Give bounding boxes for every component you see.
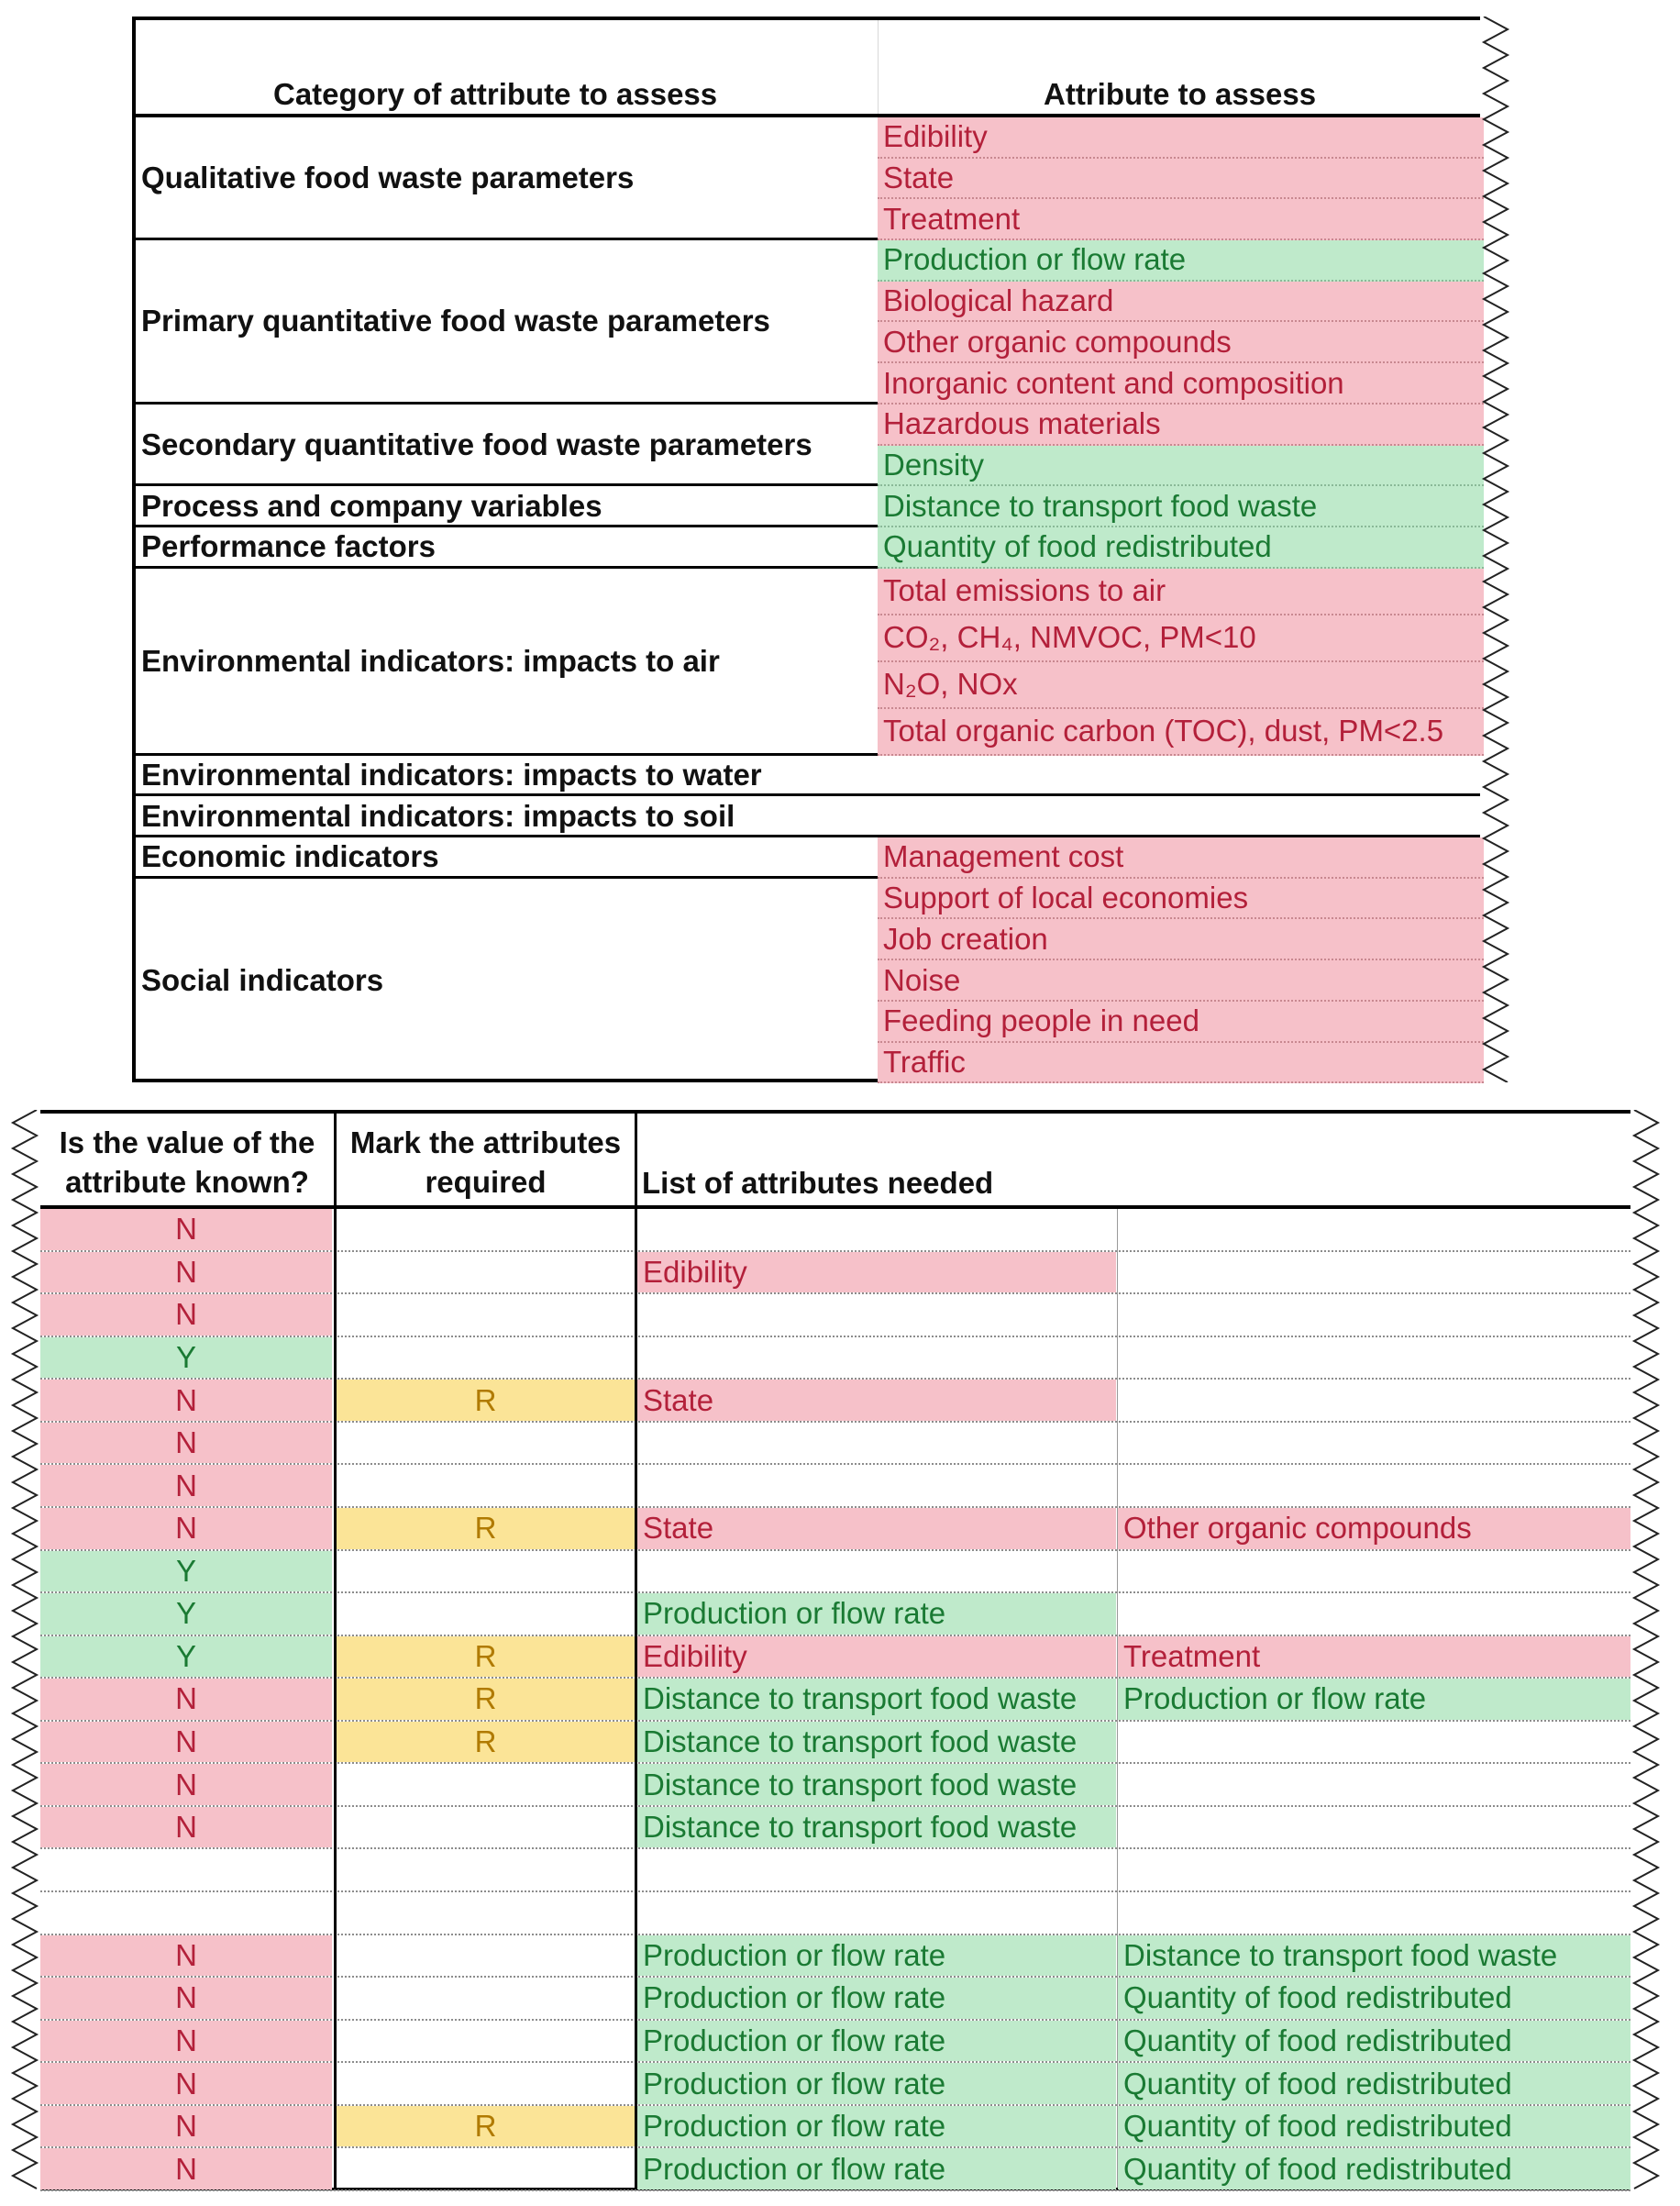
category-block: [136, 117, 1480, 240]
required-cell: R: [337, 1508, 635, 1549]
needed-attribute-cell: [637, 1849, 1116, 1890]
required-cell: R: [337, 1679, 635, 1720]
attribute-cell: Hazardous materials: [878, 405, 1484, 446]
category-block: [136, 879, 1480, 1084]
table-row: [40, 1380, 1630, 1423]
required-cell: [337, 1465, 635, 1506]
known-cell: N: [40, 2021, 332, 2062]
needed-attribute-cell: [1118, 1380, 1630, 1421]
category-label: Primary quantitative food waste parameters: [141, 304, 770, 338]
attribute-cell: Feeding people in need: [878, 1002, 1484, 1043]
category-block: [136, 569, 1480, 756]
required-cell: [337, 1551, 635, 1592]
category-label: Social indicators: [141, 962, 384, 997]
attribute-column-header: Attribute to assess: [1044, 77, 1317, 111]
table-row: [40, 1849, 1630, 1892]
known-cell: Y: [40, 1593, 332, 1635]
known-cell: N: [40, 2106, 332, 2147]
required-cell: [337, 1337, 635, 1379]
attribute-cell: Job creation: [878, 919, 1484, 960]
required-cell: [337, 1209, 635, 1250]
attribute-cell: Production or flow rate: [878, 240, 1484, 282]
known-column-header: [40, 1123, 334, 1202]
table-row: [40, 2063, 1630, 2106]
attribute-cell: Distance to transport food waste: [878, 486, 1484, 527]
known-cell: N: [40, 2063, 332, 2104]
needed-attribute-cell: Production or flow rate: [637, 2148, 1116, 2189]
known-cell: [40, 1849, 332, 1890]
required-cell: [337, 1294, 635, 1336]
required-column-header: [337, 1123, 635, 1202]
known-cell: Y: [40, 1337, 332, 1379]
needed-attribute-cell: [1118, 1209, 1630, 1250]
known-cell: N: [40, 2148, 332, 2189]
required-cell: [337, 1892, 635, 1934]
needed-attribute-cell: Production or flow rate: [637, 2021, 1116, 2062]
needed-attribute-cell: [637, 1551, 1116, 1592]
needed-attribute-cell: [1118, 1337, 1630, 1379]
needed-attribute-cell: [1118, 1423, 1630, 1464]
attribute-cell: Inorganic content and composition: [878, 363, 1484, 405]
attribute-assessment-table: [40, 1110, 1630, 2190]
needed-attribute-cell: Distance to transport food waste: [637, 1807, 1116, 1848]
needed-attribute-cell: [1118, 1892, 1630, 1934]
known-cell: N: [40, 1764, 332, 1805]
category-block: [136, 837, 1480, 879]
table-row: [40, 1679, 1630, 1722]
table-row: [40, 1294, 1630, 1337]
required-header-line2: required: [425, 1165, 547, 1199]
known-cell: N: [40, 1209, 332, 1250]
table-row: [40, 1636, 1630, 1679]
table-row: [40, 1508, 1630, 1551]
needed-column-header: List of attributes needed: [642, 1166, 994, 1200]
needed-attribute-cell: Quantity of food redistributed: [1118, 2106, 1630, 2147]
known-cell: [40, 1892, 332, 1934]
attribute-cell: Edibility: [878, 117, 1484, 159]
needed-attribute-cell: Production or flow rate: [637, 1935, 1116, 1977]
needed-attribute-cell: [637, 1423, 1116, 1464]
needed-attribute-cell: [637, 1337, 1116, 1379]
category-block: [136, 486, 1480, 527]
needed-attribute-cell: [637, 1892, 1116, 1934]
table-row: [40, 1423, 1630, 1466]
required-cell: [337, 1978, 635, 2019]
needed-attribute-cell: Distance to transport food waste: [637, 1764, 1116, 1805]
attribute-cell: Support of local economies: [878, 879, 1484, 920]
attribute-cell: Quantity of food redistributed: [878, 527, 1484, 569]
needed-attribute-cell: Other organic compounds: [1118, 1508, 1630, 1549]
needed-attribute-cell: Production or flow rate: [637, 1593, 1116, 1635]
needed-attribute-cell: Production or flow rate: [637, 2106, 1116, 2147]
needed-attribute-cell: [1118, 1849, 1630, 1890]
needed-attribute-cell: Treatment: [1118, 1636, 1630, 1678]
needed-attribute-cell: Quantity of food redistributed: [1118, 1978, 1630, 2019]
header-separator: [878, 20, 879, 114]
needed-attribute-cell: Distance to transport food waste: [637, 1722, 1116, 1763]
required-cell: R: [337, 1722, 635, 1763]
known-cell: N: [40, 1978, 332, 2019]
known-cell: N: [40, 1294, 332, 1336]
required-cell: [337, 2148, 635, 2189]
torn-edge-right: [1480, 17, 1513, 1082]
needed-attribute-cell: [1118, 1593, 1630, 1635]
category-column-header: Category of attribute to assess: [273, 77, 718, 111]
attribute-cell: Traffic: [878, 1043, 1484, 1084]
known-cell: N: [40, 1807, 332, 1848]
required-cell: [337, 2021, 635, 2062]
table-row: [40, 1209, 1630, 1252]
category-block: [136, 527, 1480, 569]
needed-attribute-cell: [1118, 1722, 1630, 1763]
required-cell: [337, 1807, 635, 1848]
table-row: [40, 1252, 1630, 1295]
required-cell: [337, 1764, 635, 1805]
table-row: [40, 1807, 1630, 1850]
known-cell: N: [40, 1423, 332, 1464]
required-cell: R: [337, 1380, 635, 1421]
needed-attribute-cell: [1118, 1551, 1630, 1592]
category-label: Environmental indicators: impacts to soil: [141, 798, 735, 833]
required-cell: [337, 1935, 635, 1977]
attribute-cell: Density: [878, 446, 1484, 487]
attribute-cell: State: [878, 159, 1484, 200]
needed-attribute-cell: Distance to transport food waste: [1118, 1935, 1630, 1977]
needed-attribute-cell: State: [637, 1508, 1116, 1549]
needed-attribute-cell: Production or flow rate: [637, 2063, 1116, 2104]
category-label: Process and company variables: [141, 488, 602, 523]
attribute-cell: CO₂, CH₄, NMVOC, PM<10: [878, 615, 1484, 662]
required-cell: [337, 1423, 635, 1464]
needed-attribute-cell: [1118, 1465, 1630, 1506]
category-label: Economic indicators: [141, 839, 439, 874]
table-row: [40, 1935, 1630, 1979]
table-row: [40, 1722, 1630, 1765]
category-block: [136, 405, 1480, 486]
needed-attribute-cell: State: [637, 1380, 1116, 1421]
category-block: [136, 796, 1480, 837]
needed-attribute-cell: Production or flow rate: [1118, 1679, 1630, 1720]
needed-attribute-cell: [637, 1465, 1116, 1506]
table-row: [40, 1551, 1630, 1594]
table-row: [40, 1465, 1630, 1508]
known-cell: N: [40, 1722, 332, 1763]
torn-edge-right: [1630, 1110, 1663, 2190]
table-row: [40, 2106, 1630, 2149]
attribute-cell: Total organic carbon (TOC), dust, PM<2.5: [878, 709, 1484, 756]
known-cell: N: [40, 1465, 332, 1506]
category-block: [136, 240, 1480, 405]
category-label: Environmental indicators: impacts to water: [141, 758, 762, 793]
known-cell: N: [40, 1679, 332, 1720]
category-label: Environmental indicators: impacts to air: [141, 643, 720, 678]
required-cell: [337, 1593, 635, 1635]
needed-attribute-cell: Distance to transport food waste: [637, 1679, 1116, 1720]
known-cell: N: [40, 1380, 332, 1421]
needed-attribute-cell: [1118, 1252, 1630, 1293]
table-row: [40, 1764, 1630, 1807]
needed-attribute-cell: [637, 1294, 1116, 1336]
table-row: [40, 1978, 1630, 2021]
attribute-cell: Noise: [878, 960, 1484, 1002]
column-divider: [1117, 1209, 1118, 2188]
needed-attribute-cell: Quantity of food redistributed: [1118, 2063, 1630, 2104]
attribute-cell: N₂O, NOx: [878, 662, 1484, 709]
needed-attribute-cell: Edibility: [637, 1636, 1116, 1678]
known-header-line1: Is the value of the: [59, 1125, 315, 1159]
torn-edge-left: [9, 1110, 42, 2190]
category-label: Qualitative food waste parameters: [141, 161, 635, 195]
required-cell: [337, 1849, 635, 1890]
attribute-cell: Total emissions to air: [878, 569, 1484, 615]
needed-attribute-cell: Edibility: [637, 1252, 1116, 1293]
required-cell: [337, 2063, 635, 2104]
known-cell: Y: [40, 1551, 332, 1592]
known-header-line2: attribute known?: [65, 1165, 309, 1199]
bottom-table-header: [40, 1114, 1630, 1209]
attribute-cell: Biological hazard: [878, 282, 1484, 323]
table-row: [40, 1593, 1630, 1636]
attribute-cell: Treatment: [878, 199, 1484, 240]
column-divider: [635, 1114, 637, 2188]
needed-attribute-cell: Quantity of food redistributed: [1118, 2021, 1630, 2062]
required-cell: [337, 1252, 635, 1293]
attribute-cell: Management cost: [878, 837, 1484, 879]
known-cell: Y: [40, 1636, 332, 1678]
attribute-cell: Other organic compounds: [878, 322, 1484, 363]
table-row: [40, 1892, 1630, 1935]
table-row: [40, 2021, 1630, 2064]
attribute-category-table: [132, 17, 1480, 1082]
category-label: Secondary quantitative food waste parameters: [141, 427, 812, 461]
known-cell: N: [40, 1252, 332, 1293]
table-row: [40, 1337, 1630, 1380]
needed-attribute-cell: [1118, 1294, 1630, 1336]
known-cell: N: [40, 1508, 332, 1549]
category-block: [136, 756, 1480, 797]
needed-attribute-cell: Quantity of food redistributed: [1118, 2148, 1630, 2189]
required-header-line1: Mark the attributes: [349, 1125, 622, 1159]
table-row: [40, 2148, 1630, 2191]
known-cell: N: [40, 1935, 332, 1977]
needed-attribute-cell: [1118, 1764, 1630, 1805]
needed-attribute-cell: [637, 1209, 1116, 1250]
required-cell: R: [337, 1636, 635, 1678]
needed-attribute-cell: Production or flow rate: [637, 1978, 1116, 2019]
category-label: Performance factors: [141, 529, 436, 564]
required-cell: R: [337, 2106, 635, 2147]
needed-attribute-cell: [1118, 1807, 1630, 1848]
top-table-header: [136, 20, 1480, 117]
column-divider: [334, 1114, 337, 2188]
